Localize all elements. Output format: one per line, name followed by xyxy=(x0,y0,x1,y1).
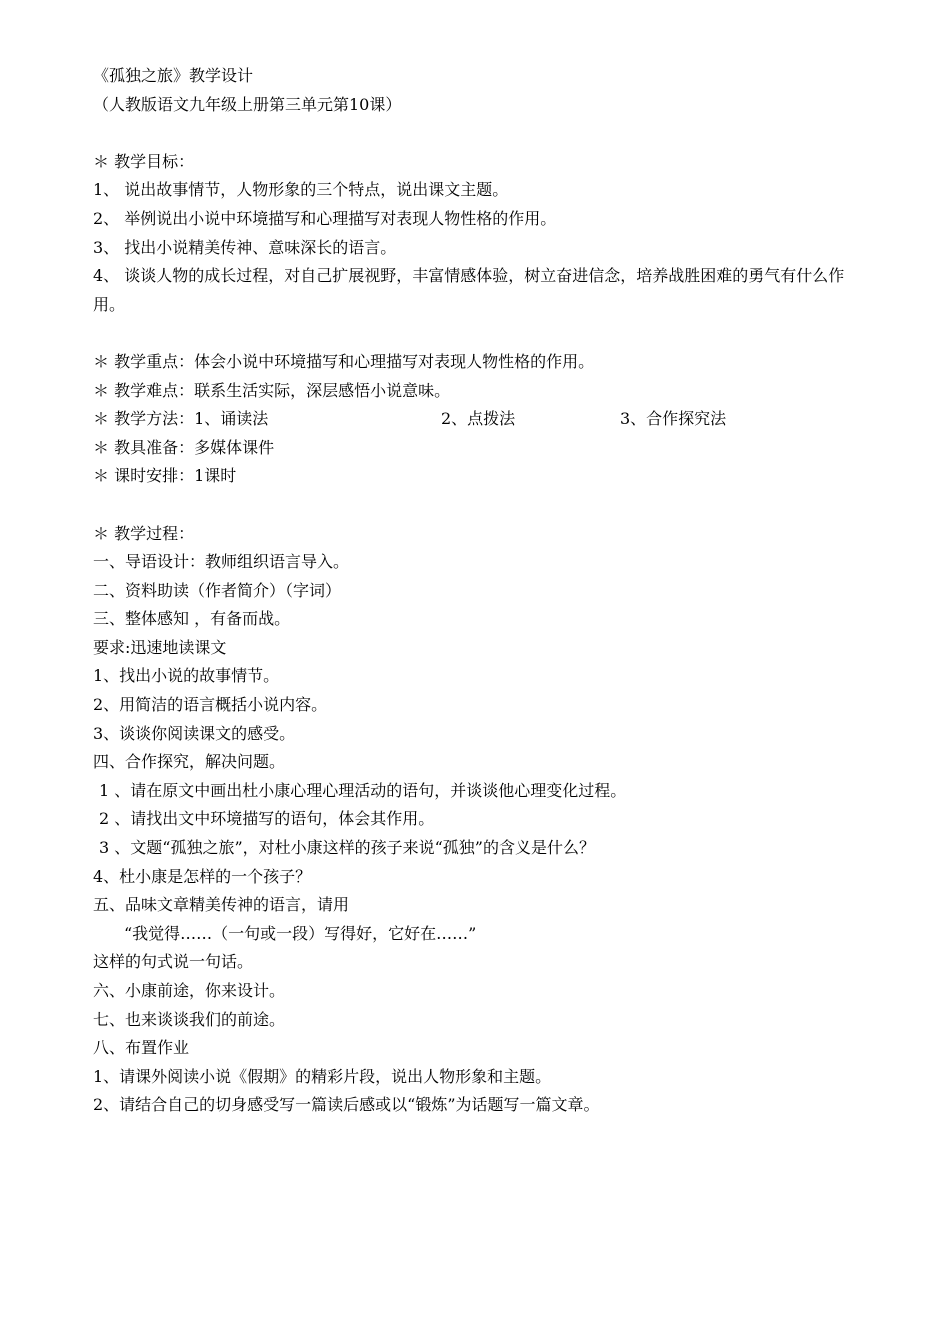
method-2: 2、点拨法 xyxy=(441,409,516,429)
objective-item-1: 1、 说出故事情节，人物形象的三个特点，说出课文主题。 xyxy=(93,180,509,200)
sentence-pattern-tail: 这样的句式说一句话。 xyxy=(93,952,254,972)
spacer xyxy=(93,319,873,348)
spacer xyxy=(93,491,873,520)
objectives-heading: ＊ 教学目标： xyxy=(93,151,195,171)
question-3: 3 、文题“孤独之旅”，对杜小康这样的孩子来说“孤独”的含义是什么？ xyxy=(99,838,595,858)
process-heading: ＊ 教学过程： xyxy=(93,523,195,543)
process-line-6: 2、用简洁的语言概括小说内容。 xyxy=(93,695,328,715)
document-page xyxy=(93,62,873,1120)
section-8: 八、布置作业 xyxy=(93,1038,190,1058)
section-7: 七、也来谈谈我们的前途。 xyxy=(93,1009,286,1029)
question-1: 1 、请在原文中画出杜小康心理心理活动的语句，并谈谈他心理变化过程。 xyxy=(99,780,627,800)
question-4: 4、杜小康是怎样的一个孩子？ xyxy=(93,866,312,886)
process-line-2: 二、资料助读（作者简介）（字词） xyxy=(93,580,342,600)
process-line-5: 1、找出小说的故事情节。 xyxy=(93,666,280,686)
objective-item-3: 3、 找出小说精美传神、意味深长的语言。 xyxy=(93,237,397,257)
process-line-4: 要求:迅速地读课文 xyxy=(93,637,227,657)
difficulties: ＊ 教学难点：联系生活实际，深层感悟小说意味。 xyxy=(93,380,451,400)
process-line-8: 四、合作探究，解决问题。 xyxy=(93,752,286,772)
sentence-pattern: “我觉得……（一句或一段）写得好，它好在……” xyxy=(124,923,477,943)
spacer xyxy=(93,119,873,148)
method-1: ＊ 教学方法：1、诵读法 xyxy=(93,409,269,429)
doc-title: 《孤独之旅》教学设计 xyxy=(93,66,254,85)
process-line-3: 三、整体感知 ，有备而战。 xyxy=(93,609,291,629)
class-schedule: ＊ 课时安排：1课时 xyxy=(93,466,237,486)
teaching-tools: ＊ 教具准备：多媒体课件 xyxy=(93,437,275,457)
teaching-methods xyxy=(93,405,873,434)
homework-2: 2、请结合自己的切身感受写一篇读后感或以“锻炼”为话题写一篇文章。 xyxy=(93,1095,600,1115)
doc-subtitle: （人教版语文九年级上册第三单元第10课） xyxy=(93,94,402,114)
key-points: ＊ 教学重点：体会小说中环境描写和心理描写对表现人物性格的作用。 xyxy=(93,351,595,371)
homework-1: 1、请课外阅读小说《假期》的精彩片段，说出人物形象和主题。 xyxy=(93,1066,552,1086)
process-line-7: 3、谈谈你阅读课文的感受。 xyxy=(93,723,296,743)
objective-item-4: 4、 谈谈人物的成长过程，对自己扩展视野，丰富情感体验，树立奋进信念，培养战胜困难的勇气有什么作用。 xyxy=(93,266,845,314)
process-line-1: 一、导语设计：教师组织语言导入。 xyxy=(93,552,350,572)
objective-item-2: 2、 举例说出小说中环境描写和心理描写对表现人物性格的作用。 xyxy=(93,208,557,228)
method-3: 3、合作探究法 xyxy=(620,409,727,429)
question-2: 2 、请找出文中环境描写的语句，体会其作用。 xyxy=(99,809,435,829)
section-5: 五、品味文章精美传神的语言，请用 xyxy=(93,895,350,915)
section-6: 六、小康前途，你来设计。 xyxy=(93,981,286,1000)
